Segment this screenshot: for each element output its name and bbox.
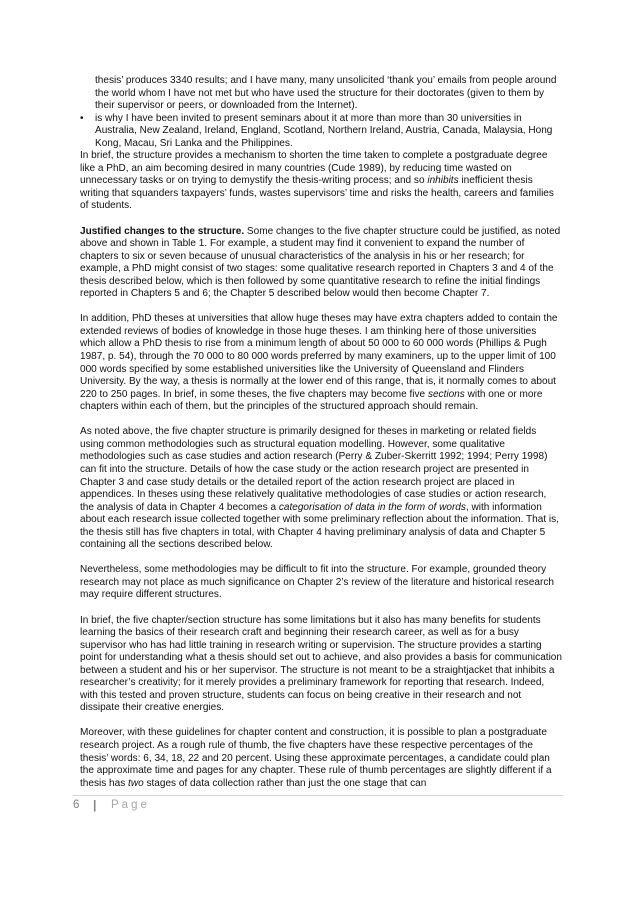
paragraph-justified-changes bbox=[80, 226, 562, 301]
paragraph-text: Moreover, with these guidelines for chapter content and construction, it is possible to plan a postgraduate research project. As a rough rule of thumb, the five chapters have these respective percentages of the thesis’ words: 6, 34, 18, 22 and 20 percent. Using these approximate percentages, a candidate could plan the approximate time and pages for any chapter. These rule of thumb percentages are slightly different if a thesis has bbox=[80, 727, 552, 789]
paragraph-methodologies bbox=[80, 426, 562, 551]
paragraph-structure-benefits bbox=[80, 150, 562, 213]
emphasis-text: sections bbox=[427, 388, 465, 400]
paragraph-text: , with information about each research issue collected together with some preliminary reflection about the information. That is, the thesis still has five chapters in total, with Chapter 4 having preliminary analysis of data and Chapter 5 containing all the sections described below. bbox=[80, 501, 559, 551]
paragraph-text: Some changes to the five chapter structure could be justified, as noted above and shown in Table 1. For example, a student may find it convenient to expand the number of chapters to six or seven because of unusual characteristics of the analysis in his or her research; for example, a PhD might consist of two stages: some qualitative research reported in Chapters 3 and 4 of the thesis described below, which is then followed by some quantitative research to refine the initial findings reported in Chapters 5 and 6; the Chapter 5 described below would then become Chapter 7. bbox=[80, 225, 561, 300]
footer-separator: | bbox=[93, 798, 97, 812]
paragraph-text: As noted above, the five chapter structure is primarily designed for theses in marketing or related fields using common methodologies such as structural equation modelling. However, some qualitative methodologies such as case studies and action research (Perry & Zuber-Skerritt 1992; 1994; Perry 1998) can fit into the structure. Details of how the case study or the action research project are presented in Chapter 3 and case study details or the detailed report of the action research project are placed in appendices. In theses using these relatively qualitative methodologies of case studies or action research, the analysis of data in Chapter 4 becomes a bbox=[80, 426, 548, 513]
page-number: 6 bbox=[73, 799, 80, 811]
page-footer bbox=[73, 795, 563, 812]
list-item-continuation: thesis’ produces 3340 results; and I have many, many unsolicited ‘thank you’ emails from people around the world whom I have not met but who have used the structure for their doctorates (given to them by their supervisor or peers, or downloaded from the Internet). bbox=[95, 75, 557, 112]
paragraph-limitations: In brief, the five chapter/section structure has some limitations but it also has many benefits for students learning the basics of their research craft and beginning their research career, as well as for a busy supervisor who has had little training in research writing or supervision. The structure provides a starting point for understanding what a thesis should set out to achieve, and also provides a basis for communication between a student and his or her supervisor. The structure is not meant to be a straightjacket that inhibits a researcher’s creativity; for it merely provides a preliminary framework for reporting that research. Indeed, with this tested and proven structure, students can focus on being creative in their research and not dissipate their creative energies. bbox=[80, 614, 562, 714]
paragraph-planning bbox=[80, 727, 562, 790]
emphasis-text: two bbox=[128, 777, 144, 789]
bullet-item bbox=[80, 113, 562, 151]
paragraph-text: stages of data collection rather than just the one stage that can bbox=[143, 777, 427, 789]
paragraph-nevertheless: Nevertheless, some methodologies may be difficult to fit into the structure. For example, grounded theory research may not place as much significance on Chapter 2’s review of the literature and historical research may require different structures. bbox=[80, 564, 554, 601]
page-label: Page bbox=[111, 799, 150, 811]
section-heading: Justified changes to the structure. bbox=[80, 225, 245, 237]
paragraph-text: In brief, the structure provides a mechanism to shorten the time taken to complete a postgraduate degree like a PhD, an aim becoming desired in many countries (Cude 1989), by reducing time wasted on unnecessary tasks or on trying to demystify the thesis-writing process; and so bbox=[80, 150, 548, 187]
emphasis-text: categorisation of data in the form of words bbox=[278, 501, 466, 513]
document-page bbox=[80, 75, 562, 790]
paragraph-text: inefficient thesis writing that squanders taxpayers’ funds, wastes supervisors’ time and risks the health, careers and families of students. bbox=[80, 175, 554, 212]
paragraph-text: In addition, PhD theses at universities that allow huge theses may have extra chapters added to contain the extended reviews of bodies of knowledge in those huge theses. I am thinking here of those universities which allow a PhD thesis to rise from a minimum length of about 50 000 to 60 000 words (Phillips & Pugh 1987, p. 54), through the 70 000 to 80 000 words preferred by many examiners, up to the upper limit of 100 000 words specified by some established universities like the University of Queensland and Flinders University. By the way, a thesis is normally at the lower end of this range, that is, it normally comes to about 220 to 250 pages. In brief, in some theses, the five chapters may become five bbox=[80, 313, 558, 400]
paragraph-text: with one or more chapters within each of them, but the principles of the structured approach should remain. bbox=[80, 388, 543, 413]
bullet-icon: • bbox=[80, 112, 84, 124]
bullet-text: is why I have been invited to present seminars about it at more than more than 30 universities in Australia, New Zealand, Ireland, England, Scotland, Northern Ireland, Austria, Canada, Malaysia, Hong Kong, Macau, Sri Lanka and the Philippines. bbox=[95, 112, 553, 149]
emphasis-text: inhibits bbox=[427, 175, 459, 187]
footer-divider bbox=[73, 795, 563, 796]
paragraph-huge-theses bbox=[80, 313, 562, 413]
